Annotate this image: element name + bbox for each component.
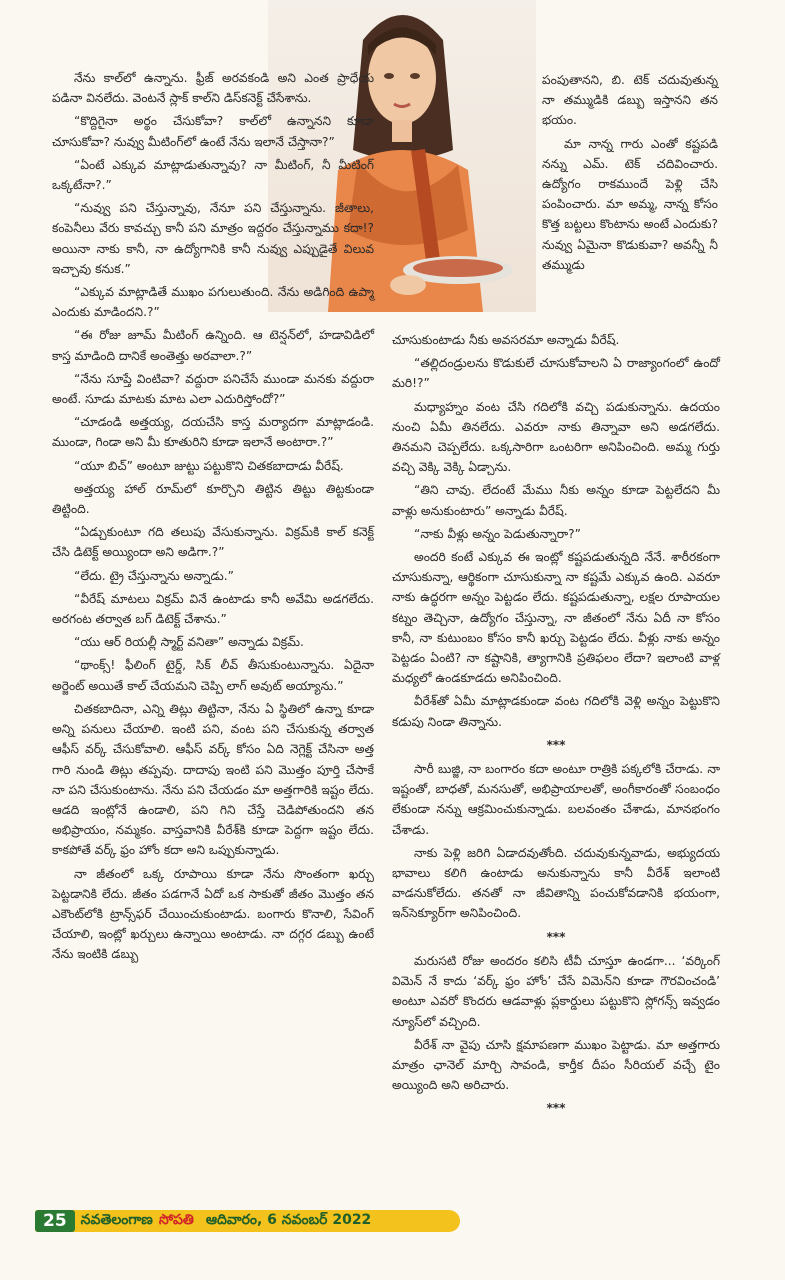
page-number: 25 [35,1210,75,1232]
paragraph: నా జీతంలో ఒక్క రూపాయి కూడా నేను సొంతంగా ఖర్చు పెట్టడానికి లేదు. జీతం పడగానే ఏదో ఒక సాకుతో జీతం మొత్తం తన ఎకౌంట్‌లోకి ట్రాన్స్‌ఫర్ చేయించుకుంటాడు. బంగారు కొనాలి, సేవింగ్ చేయాలి, ఇంట్లో ఖర్చులు ఉన్నాయి అంటాడు. నా దగ్గర డబ్బు ఉంటే నేను ఇంటికి డబ్బు [52,866,374,962]
paragraph: “లేదు. ట్రై చేస్తున్నాను అన్నాడు.” [74,568,234,583]
newspaper-brand: నవతెలంగాణ [80,1211,153,1228]
paragraph: “నేను సూప్తే వింటివా? వద్దురా పనిచేసే ముండా మనకు వద్దురా అంటే. సూడు మాటకు మాట ఎలా ఎదురిస్తోందో?” [52,371,374,407]
paragraph: చూసుకుంటాడు నీకు అవసరమా అన్నాడు వీరేష్. [392,333,620,347]
section-separator: *** [546,929,566,944]
paragraph: మరుసటి రోజు అందరం కలిసి టీవీ చూస్తూ ఉండగా... ‘వర్కింగ్ విమెన్ నే కాదు ‘వర్క్ ఫ్రం హోం’ చేసే విమెన్‌ని కూడా గౌరవించండి’ అంటూ ఎవరో కొందరు ఆడవాళ్లు ప్లకార్డులు పట్టుకొని స్లోగన్స్ ఇవ్వడం న్యూస్‌లో వచ్చింది. [392,953,720,1029]
paragraph: “తిని చావు. లేదంటే మేము నీకు అన్నం కూడా పెట్టలేదని మీ వాళ్లు అనుకుంటారు” అన్నాడు వీరేష్. [392,483,720,518]
right-top-column [542,70,718,278]
paragraph: సారీ బుజ్జి, నా బంగారం కదా అంటూ రాత్రికి పక్కలోకి చేరాడు. నా ఇష్టంతో, బాధతో, మనసుతో, అభిప్రాయాలతో, అంగీకారంతో సంబంధం లేకుండా నన్ను ఆక్రమించుకున్నాడు. బలవంతం చేశాడు, మానభంగం చేశాడు. [392,762,720,837]
paragraph: “థాంక్స్! ఫీలింగ్ టైర్డ్, సిక్ లీవ్ తీసుకుంటున్నాను. ఏదైనా అర్జెంట్ అయితే కాల్ చేయమని చెప్పి లాగ్ అవుట్ అయ్యాను.” [52,658,374,693]
paragraph: “ఈ రోజు జూమ్ మీటింగ్ ఉన్నింది. ఆ టెన్షన్‌లో, హడావిడిలో కాస్త మాడింది దానికే అంతెత్తు అరవాలా.?” [52,328,374,363]
right-column [392,330,720,1123]
paragraph: పంపుతానని, బి. టెక్ చదువుతున్న నా తమ్ముడికి డబ్బు ఇస్తానని తన భయం. [542,73,718,128]
paragraph: “ఏంటే ఎక్కువ మాట్లాడుతున్నావు? నా మీటింగ్, నీ మీటింగ్ ఒక్కటేనా?.” [52,157,374,193]
paragraph: “చూడండి అత్తయ్య, దయచేసి కాస్త మర్యాదగా మాట్లాడండి. ముండా, గిండా అని మీ కూతురిని కూడా ఇలానే అంటారా.?” [52,415,374,450]
section-name: సోపతి [158,1211,194,1228]
paragraph: “ఏడ్చుకుంటూ గది తలుపు వేసుకున్నాను. విక్రమ్‌కి కాల్ కనెక్ట్ చేసి డిటెక్ట్ అయ్యిందా అని అడిగా.?” [52,525,374,560]
paragraph: వీరేశ్ నా వైపు చూసి క్షమాపణగా ముఖం పెట్టాడు. మా అత్తగారు మాత్రం ఛానెల్ మార్చి సావండి, కార్తీక దీపం సీరియల్ వచ్చే టైం అయ్యింది అని అరిచారు. [392,1037,720,1093]
paragraph: “నాకు వీళ్లు అన్నం పెడుతున్నారా?” [414,526,581,541]
section-separator: *** [546,1101,566,1116]
paragraph: “తల్లిదండ్రులను కొడుకులే చూసుకోవాలని ఏ రాజ్యాంగంలో ఉందో మరి!?” [392,356,720,391]
paragraph: “ఎక్కువ మాట్లాడితే ముఖం పగులుతుంది. నేను అడిగింది ఉప్మా ఎందుకు మాడిందని.?” [52,285,374,320]
paragraph: “యు ఆర్ రియల్లీ స్మార్ట్ వనితా” అన్నాడు విక్రమ్. [74,635,304,650]
paragraph: అత్తయ్య హాల్ రూమ్‌లో కూర్చొని తిట్టిన తిట్టు తిట్టకుండా తిట్టింది. [52,481,374,517]
paragraph: నేను కాల్‌లో ఉన్నాను. ఫ్రీజ్ అరవకండి అని ఎంత ప్రాధేయ పడినా వినలేదు. వెంటనే స్లాక్ కాల్‌ని డిస్‌కనెక్ట్ చేసేశాను. [52,71,374,106]
paragraph: “యూ బిచ్” అంటూ జుట్టు పట్టుకొని చితకబాదాడు వీరేష్. [74,458,344,473]
paragraph: వీరేశ్‌తో ఏమీ మాట్లాడకుండా వంట గదిలోకి వెళ్లి అన్నం పెట్టుకొని కడుపు నిండా తిన్నాను. [392,694,720,729]
paragraph: నాకు పెళ్లి జరిగి ఏడాదవుతోంది. చదువుకున్నవాడు, అభ్యుదయ భావాలు కలిగి ఉంటాడు అనుకున్నాను కానీ వీరేశ్ ఇలాంటి వాడనుకోలేదు. తనతో నా జీవితాన్ని పంచుకోవడానికి భయంగా, ఇన్‌సెక్యూర్‌గా అనిపించింది. [392,845,720,921]
paragraph: అందరి కంటే ఎక్కువ ఈ ఇంట్లో కష్టపడుతున్నది నేనే. శారీరకంగా చూసుకున్నా, ఆర్థికంగా చూసుకున్నా నా కష్టమే ఎక్కువ ఉంది. ఎవరూ నాకు ఉద్ధరగా అన్నం పెట్టడం లేదు. కష్టపడుతున్నా, లక్షల రూపాయల కట్నం తెచ్చినా, ఉద్యోగం చేస్తున్నా, నా జీతంలో నేను ఏదీ నా కోసం కానీ, నా కుటుంబం కోసం కానీ ఖర్చు పెట్టడం లేదు. వీళ్లు నాకు అన్నం పెట్టడం ఏంటి? నా కష్టానికి, త్యాగానికి ప్రతిఫలం లేదా? ఇలాంటి వాళ్ల మధ్యలో ఉండకూడదు అనిపించింది. [392,550,720,686]
section-separator: *** [546,737,566,752]
paragraph: “వీరేష్ మాటలు విక్రమ్ వినే ఉంటాడు కానీ అవేమి అడగలేదు. అరగంట తర్వాత బగ్ డిటెక్ట్ చేశాను.” [52,591,374,627]
paragraph: “నువ్వు పని చేస్తున్నావు, నేనూ పని చేస్తున్నాను. జీతాలు, కంపెనీలు వేరు కావచ్చు కానీ పని మాత్రం ఇద్దరం చేస్తున్నాము కదా!? అయినా నాకు కానీ, నా ఉద్యోగానికి కానీ నువ్వు ఎప్పుడైతే విలువ ఇచ్చావు కనుక.” [52,201,374,276]
left-column [52,68,374,968]
paragraph: మధ్యాహ్నం వంట చేసి గదిలోకి వచ్చి పడుకున్నాను. ఉదయం నుంచి ఏమీ తినలేదు. ఎవరూ నాకు తిన్నావా అని అడగలేదు. తినమని చెప్పలేదు. ఒక్కసారిగా ఒంటరిగా అనిపించింది. అమ్మ గుర్తు వచ్చి వెక్కి వెక్కి ఏడ్చాను. [392,399,720,475]
paragraph: మా నాన్న గారు ఎంతో కష్టపడి నన్ను ఎమ్. టెక్ చదివించారు. ఉద్యోగం రాకముందే పెళ్లి చేసి పంపించారు. మా అమ్మ, నాన్న కోసం కొత్త బట్టలు కొంటాను అంటే ఎందుకు? నువ్వు ఏమైనా కొడుకువా? అవన్నీ నీ తమ్ముడు [542,136,718,272]
paragraph: చితకబాదినా, ఎన్ని తిట్లు తిట్టినా, నేను ఏ స్థితిలో ఉన్నా కూడా అన్ని పనులు చేయాలి. ఇంటి పని, వంట పని చేసుకున్న తర్వాత ఆఫీస్ వర్క్ చేసుకోవాలి. ఆఫీస్ వర్క్ కోసం ఏది నెగ్లెక్ట్ చేసినా అత్త గారి నుండి తిట్లు తప్పవు. దాదాపు ఇంటి పని మొత్తం పూర్తి చేసాకే నా పని చేసుకుంటాను. నేను పని చేయడం మా అత్తగారికి ఇష్టం లేదు. ఆడది ఇంట్లోనే ఉండాలి, పని గిని చేస్తే చెడిపోతుందని తన అభిప్రాయం, నమ్మకం. వాస్తవానికి వీరేశ్‌కి కూడా పెద్దగా ఇష్టం లేదు. కాకపోతే వర్క్ ఫ్రం హోం కదా అని ఒప్పుకున్నాడు. [52,701,374,858]
page-footer [35,1210,460,1232]
paragraph: “కొద్దిగైనా అర్థం చేసుకోవా? కాల్‌లో ఉన్నానని కూడా చూసుకోవా? నువ్వు మీటింగ్‌లో ఉంటే నేను ఇలానే చేస్తానా?” [52,114,374,149]
issue-date: ఆదివారం, 6 నవంబర్ 2022 [205,1211,372,1228]
